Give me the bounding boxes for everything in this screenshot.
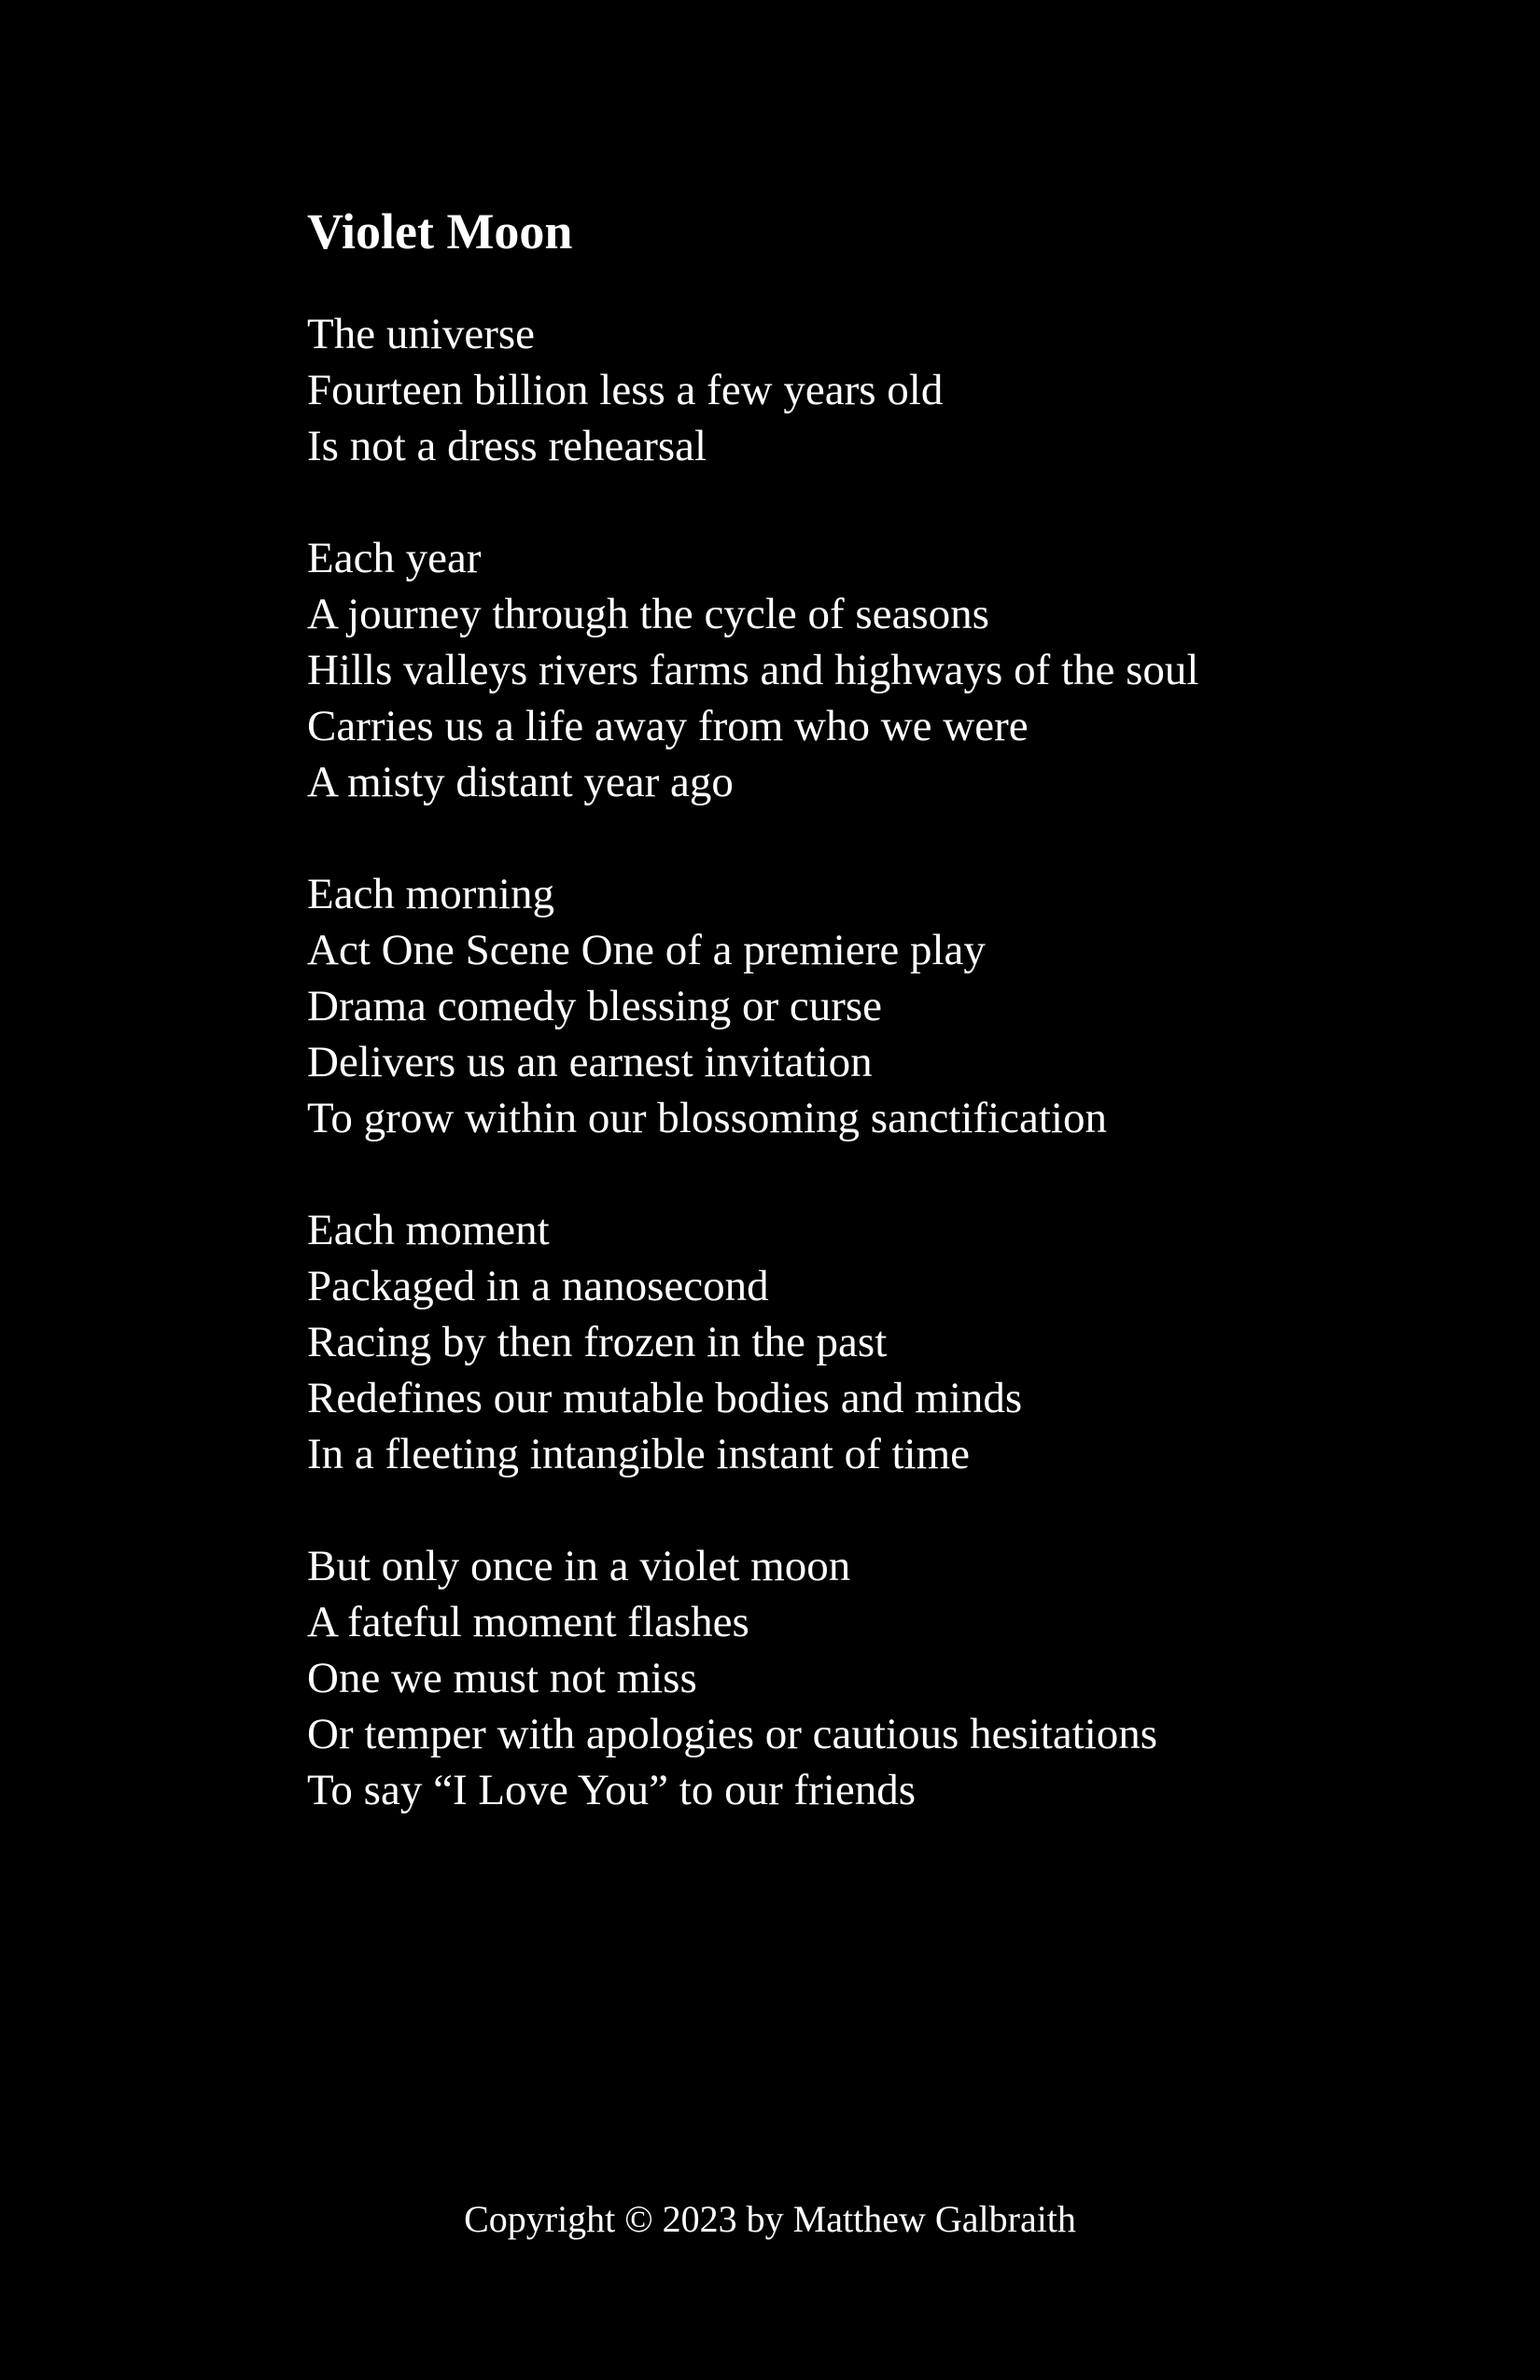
copyright-notice: Copyright © 2023 by Matthew Galbraith bbox=[464, 2198, 1076, 2240]
poem-line: Fourteen billion less a few years old bbox=[307, 366, 944, 414]
stanza-1 bbox=[307, 306, 1427, 474]
poem-title: Violet Moon bbox=[307, 203, 573, 259]
poem-line: Each year bbox=[307, 534, 482, 582]
poem-line: Drama comedy blessing or curse bbox=[307, 982, 883, 1030]
poem bbox=[307, 194, 1427, 1818]
poem-line: The universe bbox=[307, 310, 536, 358]
poem-line: Delivers us an earnest invitation bbox=[307, 1038, 873, 1086]
poem-line: A fateful moment flashes bbox=[307, 1598, 749, 1646]
stanza-3 bbox=[307, 866, 1427, 1146]
poem-line: Hills valleys rivers farms and highways of the soul bbox=[307, 646, 1199, 694]
poem-line: One we must not miss bbox=[307, 1654, 697, 1702]
poem-line: Each moment bbox=[307, 1206, 550, 1254]
poem-line: To say “I Love You” to our friends bbox=[307, 1766, 916, 1814]
poem-line: Or temper with apologies or cautious hesitations bbox=[307, 1710, 1158, 1758]
poem-line: Carries us a life away from who we were bbox=[307, 702, 1029, 750]
poem-line: To grow within our blossoming sanctification bbox=[307, 1094, 1107, 1142]
poem-line: Racing by then frozen in the past bbox=[307, 1318, 888, 1366]
poem-line: But only once in a violet moon bbox=[307, 1542, 851, 1590]
poem-line: Packaged in a nanosecond bbox=[307, 1262, 769, 1310]
poem-line: A misty distant year ago bbox=[307, 758, 734, 806]
poem-body bbox=[307, 306, 1427, 1818]
stanza-5 bbox=[307, 1538, 1427, 1818]
poem-line: In a fleeting intangible instant of time bbox=[307, 1430, 971, 1478]
poem-line: Act One Scene One of a premiere play bbox=[307, 926, 986, 974]
stanza-4 bbox=[307, 1202, 1427, 1482]
poem-line: Is not a dress rehearsal bbox=[307, 422, 707, 470]
poem-line: A journey through the cycle of seasons bbox=[307, 590, 989, 638]
stanza-2 bbox=[307, 530, 1427, 810]
poem-line: Redefines our mutable bodies and minds bbox=[307, 1374, 1023, 1422]
poem-line: Each morning bbox=[307, 870, 554, 918]
